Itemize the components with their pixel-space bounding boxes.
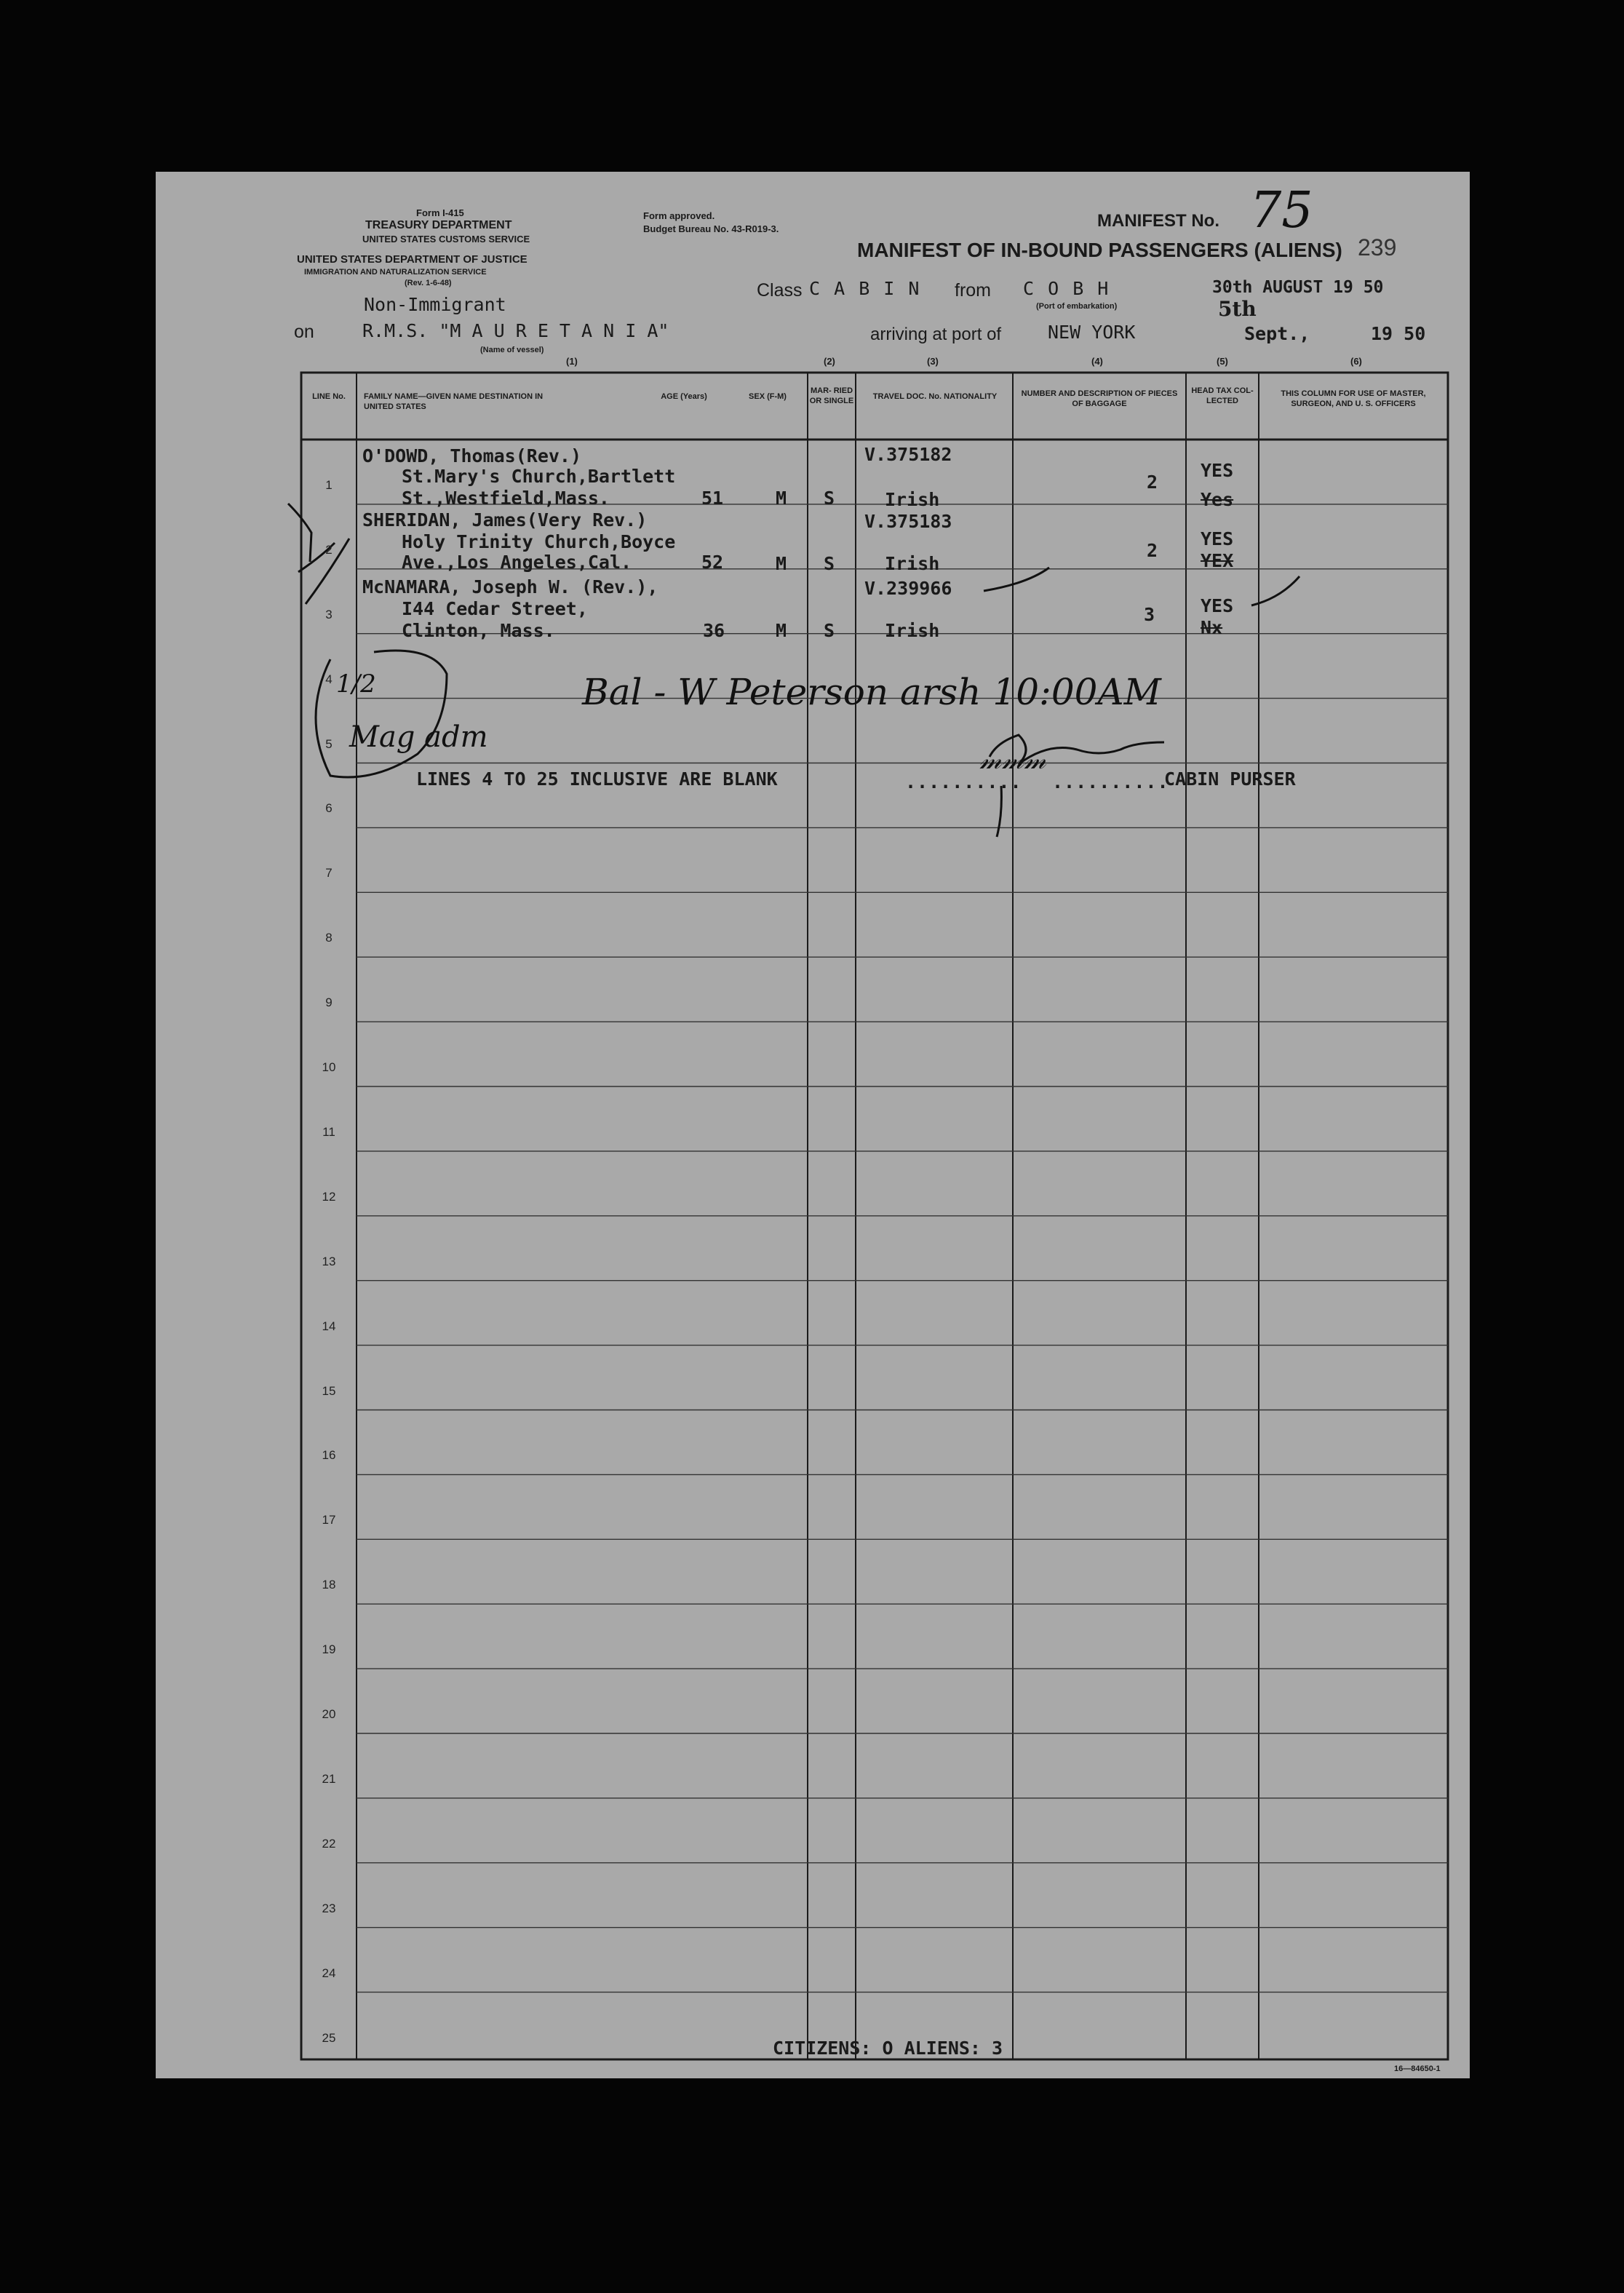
header-line-no: LINE No. (312, 392, 346, 401)
passenger-address: St.,Westfield,Mass. (402, 488, 610, 509)
revision-label: (Rev. 1-6-48) (405, 279, 452, 287)
treasury-label: TREASURY DEPARTMENT (365, 219, 512, 231)
line-number: 12 (322, 1189, 336, 1204)
passenger-married: S (824, 553, 835, 574)
approval-label: Form approved. (643, 210, 715, 221)
line-number: 2 (325, 542, 333, 557)
nationality: Irish (885, 553, 940, 574)
vessel-caption: (Name of vessel) (480, 346, 544, 354)
column-number: (2) (824, 356, 835, 367)
head-tax: YES (1201, 460, 1234, 481)
baggage-count: 2 (1147, 540, 1158, 561)
header-head-tax: HEAD TAX COL- LECTED (1191, 386, 1254, 405)
header-sex: SEX (F-M) (749, 392, 787, 401)
line-number: 14 (322, 1319, 336, 1333)
on-label: on (294, 322, 314, 342)
passenger-address: Ave.,Los Angeles,Cal. (402, 552, 632, 573)
ins-label: IMMIGRATION AND NATURALIZATION SERVICE (304, 268, 487, 277)
line-number: 7 (325, 866, 333, 881)
column-number: (1) (566, 356, 578, 367)
header-age: AGE (Years) (661, 392, 707, 401)
passenger-name: SHERIDAN, James(Very Rev.) (362, 509, 648, 530)
head-tax-correction: Nx (1201, 617, 1223, 638)
line-number: 8 (325, 931, 333, 945)
head-tax: YES (1201, 528, 1234, 549)
passenger-age: 52 (701, 552, 724, 573)
passenger-sex: M (776, 620, 787, 641)
manifest-label: MANIFEST No. (1097, 211, 1219, 231)
stamp-number: 239 (1358, 234, 1397, 261)
passenger-address: Holy Trinity Church,Boyce (402, 531, 676, 552)
line-number: 19 (322, 1642, 336, 1657)
passenger-totals: CITIZENS: O ALIENS: 3 (773, 2038, 1003, 2059)
nationality: Irish (885, 620, 940, 641)
line-number: 24 (322, 1966, 336, 1980)
line-number: 23 (322, 1901, 336, 1915)
passenger-status: Non-Immigrant (364, 294, 506, 315)
passenger-married: S (824, 620, 835, 641)
line-number: 9 (325, 996, 333, 1010)
form-title: MANIFEST OF IN-BOUND PASSENGERS (ALIENS) (857, 239, 1342, 261)
line-number: 4 (325, 672, 333, 686)
line-number: 21 (322, 1771, 336, 1786)
column-number: (4) (1091, 356, 1103, 367)
line-number: 13 (322, 1254, 336, 1268)
passenger-address: Clinton, Mass. (402, 620, 555, 641)
head-tax: YES (1201, 595, 1234, 616)
passenger-age: 36 (703, 620, 725, 641)
port-of-embarkation: C O B H (1023, 278, 1110, 299)
passenger-age: 51 (701, 488, 724, 509)
purser-signature: 𝓂𝓂𝓂 (979, 745, 1046, 775)
passenger-address: I44 Cedar Street, (402, 598, 588, 619)
justice-label: UNITED STATES DEPARTMENT OF JUSTICE (297, 253, 528, 266)
arrival-year: 19 50 (1371, 323, 1426, 344)
nationality: Irish (885, 489, 940, 510)
header-travel-doc: TRAVEL DOC. No. NATIONALITY (872, 392, 998, 401)
from-label: from (955, 280, 991, 301)
class-value: C A B I N (809, 278, 921, 299)
header-officers: THIS COLUMN FOR USE OF MASTER, SURGEON, AND U. S. OFFICERS (1281, 389, 1426, 408)
passenger-name: O'DOWD, Thomas(Rev.) (362, 445, 582, 466)
column-number: (3) (927, 356, 939, 367)
baggage-count: 2 (1147, 472, 1158, 493)
line-number: 11 (322, 1124, 335, 1139)
arrival-port: NEW YORK (1048, 322, 1136, 343)
column-number: (5) (1217, 356, 1228, 367)
travel-doc-number: V.375182 (864, 444, 952, 465)
travel-doc-number: V.375183 (864, 511, 952, 532)
release-note: Bal - W Peterson arsh 10:00AM (582, 671, 1161, 713)
vessel-name: R.M.S. "M A U R E T A N I A" (362, 320, 669, 341)
class-label: Class (757, 280, 803, 301)
baggage-count: 3 (1144, 604, 1155, 625)
line-number: 18 (322, 1578, 336, 1592)
signature-dots: .......... (1052, 771, 1169, 792)
half-mark: 1/2 (336, 669, 376, 699)
line-number: 17 (322, 1513, 336, 1527)
travel-doc-number: V.239966 (864, 578, 952, 599)
arrival-date: Sept., (1244, 323, 1310, 344)
column-number: (6) (1350, 356, 1362, 367)
passenger-sex: M (776, 488, 787, 509)
passenger-sex: M (776, 553, 787, 574)
line-number: 3 (325, 607, 333, 621)
line-number: 6 (325, 801, 333, 816)
line-number: 1 (325, 477, 333, 492)
header-married: MAR- RIED OR SINGLE (809, 386, 854, 405)
head-tax-correction: YEX (1201, 550, 1234, 571)
form-number: Form I-415 (416, 207, 464, 218)
customs-label: UNITED STATES CUSTOMS SERVICE (362, 234, 530, 245)
port-caption: (Port of embarkation) (1036, 302, 1118, 311)
arriving-label: arriving at port of (870, 325, 1002, 344)
signature-dots: .......... (905, 771, 1022, 792)
line-number: 16 (322, 1448, 336, 1463)
line-number: 22 (322, 1836, 336, 1851)
head-tax-correction: Yes (1201, 489, 1234, 510)
arrival-day-correction: 5th (1218, 297, 1257, 321)
line-number: 15 (322, 1383, 336, 1398)
line-number: 25 (322, 2030, 336, 2045)
blank-lines-note: LINES 4 TO 25 INCLUSIVE ARE BLANK (416, 768, 778, 790)
header-baggage: NUMBER AND DESCRIPTION OF PIECES OF BAGGAGE (1021, 389, 1178, 408)
line-number: 10 (322, 1060, 336, 1074)
embark-date: 30th AUGUST 19 50 (1212, 278, 1384, 297)
line-number: 5 (325, 736, 333, 751)
stamp-initials: Mag adm (349, 720, 488, 754)
manifest-number: 75 (1250, 182, 1313, 239)
passenger-married: S (824, 488, 835, 509)
line-number: 20 (322, 1707, 336, 1721)
budget-label: Budget Bureau No. 43-R019-3. (643, 223, 779, 234)
header-name: FAMILY NAME—GIVEN NAME DESTINATION IN UNITED STATES (364, 392, 544, 411)
passenger-address: St.Mary's Church,Bartlett (402, 466, 676, 487)
footer-code: 16—84650-1 (1394, 2065, 1441, 2073)
purser-title: CABIN PURSER (1164, 768, 1296, 790)
passenger-name: McNAMARA, Joseph W. (Rev.), (362, 576, 658, 597)
